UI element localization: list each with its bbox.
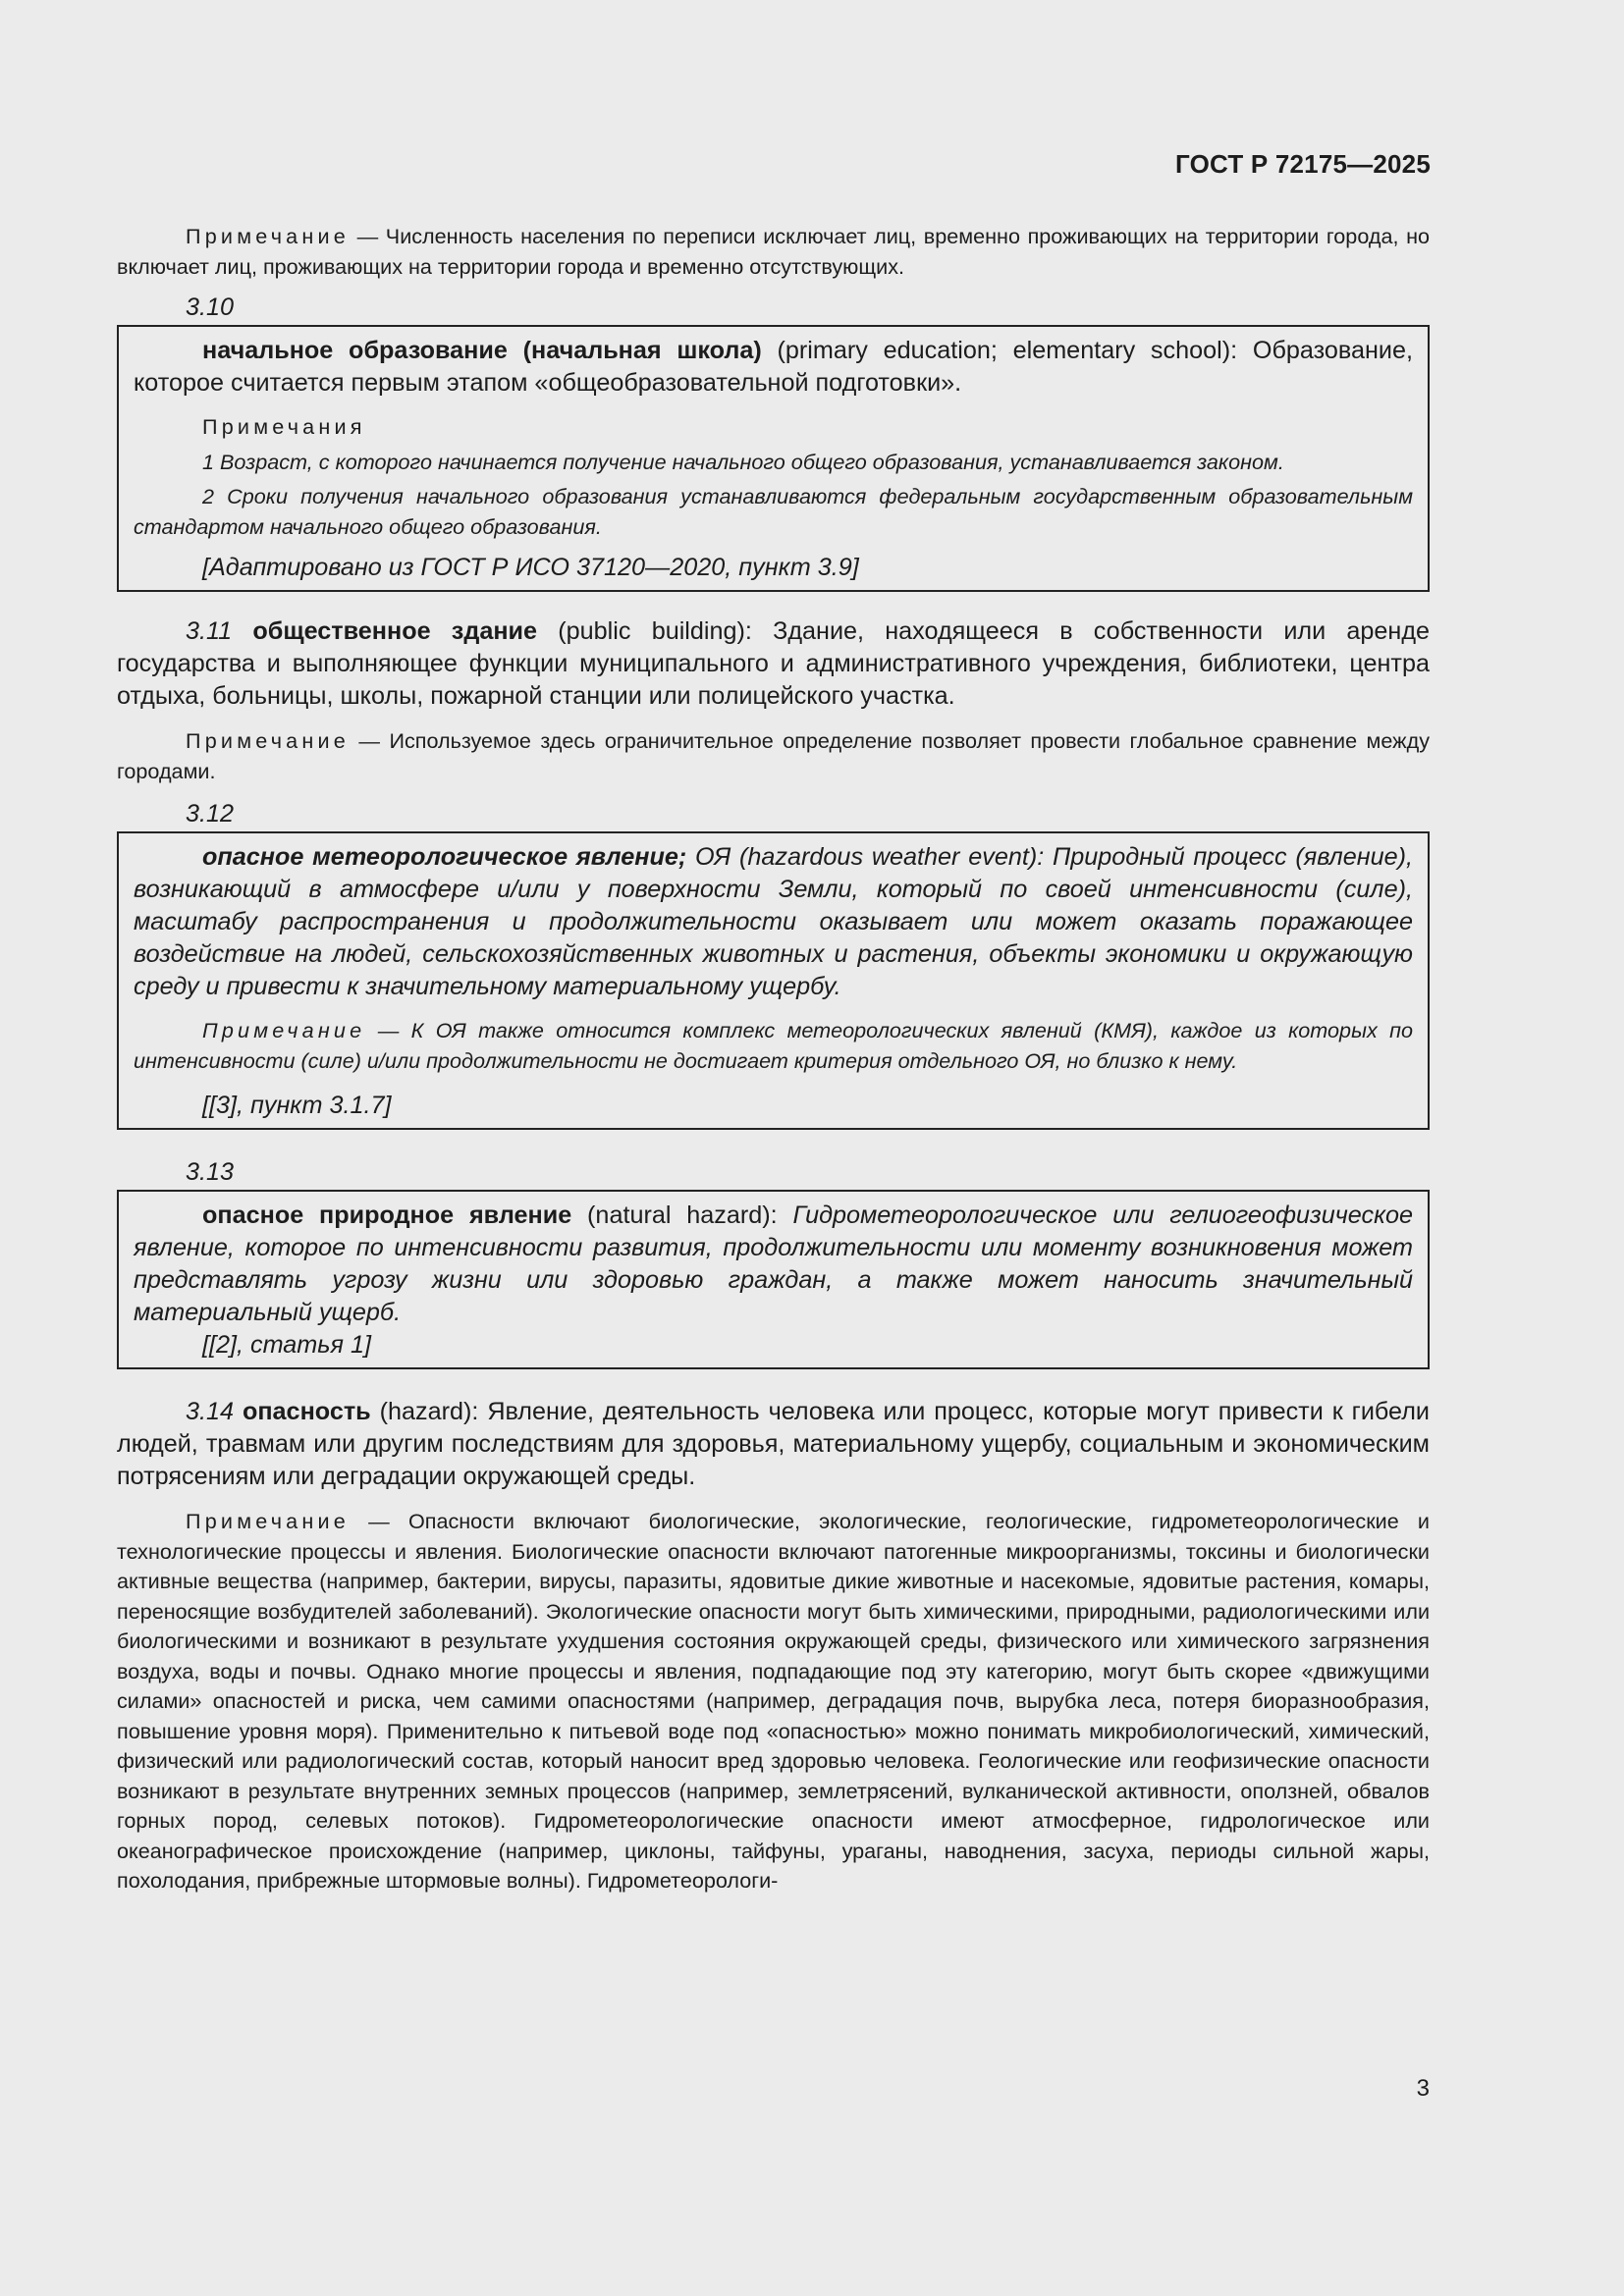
- note-hazardous-weather: Примечание — К ОЯ также относится комплекс метеорологических явлений (КМЯ), каждое из которых по интенсивности (силе) и/или продолжительности не достигает критерия отдельного ОЯ, но близко к нему.: [134, 1018, 1413, 1073]
- term-def: Гидрометеорологическое или гелиогеофизическое явление, которое по интенсивности развития, продолжительности или моменту возникновения может представлять угрозу жизни или здоровью граждан, а также может наносить значительный материальный ущерб.: [134, 1201, 1413, 1326]
- term-def: Образование, которое считается первым этапом «общеобразовательной подготовки».: [134, 337, 1413, 397]
- term-definition-3-12: [134, 841, 1413, 1003]
- term-english: (natural hazard):: [571, 1201, 793, 1229]
- term-number-3-10: 3.10: [186, 294, 235, 321]
- term-number: 3.11: [186, 617, 233, 645]
- term-english: (primary education; elementary school):: [761, 337, 1253, 364]
- page-content: [117, 222, 1430, 1896]
- term-definition-3-13: [134, 1200, 1413, 1329]
- note-item-2: 2 Сроки получения начального образования устанавливаются федеральным государственным образовательным стандартом начального общего образования.: [134, 484, 1413, 539]
- term-box-3-13: [117, 1190, 1430, 1369]
- term-definition-3-14: [117, 1396, 1430, 1493]
- term-name: общественное здание: [252, 617, 538, 645]
- notes-heading: Примечания: [202, 414, 366, 439]
- term-def: Явление, деятельность человека или процесс, которые могут привести к гибели людей, травмам или другим последствиям для здоровья, материальному ущербу, социальным и экономическим потрясениям или деградации окружающей среды.: [117, 1398, 1430, 1490]
- term-number: 3.14: [186, 1398, 235, 1425]
- term-source-3-13: [[2], статья 1]: [202, 1331, 371, 1359]
- note-public-building: Примечание — Используемое здесь ограничительное определение позволяет провести глобальное сравнение между городами.: [117, 728, 1430, 783]
- term-def: Здание, находящееся в собственности или аренде государства и выполняющее функции муниципального и административного учреждения, библиотеки, центра отдыха, больницы, школы, пожарной станции или полицейского участка.: [117, 617, 1431, 710]
- term-name: опасность: [242, 1398, 371, 1425]
- term-name: опасное метеорологическое явление;: [202, 843, 687, 871]
- document-header: ГОСТ Р 72175—2025: [1175, 149, 1431, 179]
- page-number: 3: [1416, 2075, 1430, 2102]
- term-source-3-12: [[3], пункт 3.1.7]: [202, 1092, 392, 1119]
- term-box-3-10: [117, 325, 1430, 592]
- term-english: (public building):: [537, 617, 774, 645]
- term-number-3-12: 3.12: [186, 800, 235, 828]
- term-definition-3-10: [134, 335, 1413, 400]
- term-name: опасное природное явление: [202, 1201, 572, 1229]
- term-def: ОЯ (hazardous weather event): Природный процесс (явление), возникающий в атмосфере и/или у поверхности Земли, который по своей интенсивности (силе), масштабу распространения и продолжительности оказывает или может оказать поражающее воздействие на людей, сельскохозяйственных животных и растения, объекты экономики и окружающую среду и привести к значительному материальному ущербу.: [134, 843, 1413, 1000]
- note-text: — Численность населения по переписи исключает лиц, временно проживающих на территории города, но включает лиц, проживающих на территории города и временно отсутствующих.: [117, 224, 1430, 279]
- term-name: начальное образование (начальная школа): [202, 337, 762, 364]
- term-number-3-13: 3.13: [186, 1158, 235, 1186]
- note-label: Примечание: [186, 224, 350, 248]
- term-box-3-12: [117, 831, 1430, 1130]
- term-english: (hazard):: [370, 1398, 488, 1425]
- note-population: [117, 222, 1430, 282]
- term-source-3-10: [Адаптировано из ГОСТ Р ИСО 37120—2020, пункт 3.9]: [202, 554, 859, 581]
- term-definition-3-11: [117, 615, 1430, 713]
- note-item-1: 1 Возраст, с которого начинается получение начального общего образования, устанавливается законом.: [202, 449, 1284, 474]
- note-hazard: Примечание — Опасности включают биологические, экологические, геологические, гидрометеорологические и технологические процессы и явления. Биологические опасности включают патогенные микроорганизмы, токсины и биологически активные вещества (например, бактерии, вирусы, паразиты, ядовитые дикие животные и насекомые, ядовитые растения, комары, переносящие возбудителей заболеваний). Экологические опасности могут быть химическими, природными, радиологическими или биологическими и возникают в результате ухудшения состояния окружающей среды, физического или химического загрязнения воздуха, воды и почвы. Однако многие процессы и явления, подпадающие под эту категорию, могут быть скорее «движущими силами» опасностей и риска, чем самими опасностями (например, деградация почв, вырубка леса, потеря биоразнообразия, повышение уровня моря). Применительно к питьевой воде под «опасностью» можно понимать микробиологический, химический, физический или радиологический состав, который наносит вред здоровью человека. Геологические или геофизические опасности возникают в результате внутренних земных процессов (например, землетрясений, вулканической активности, оползней, обвалов горных пород, селевых потоков). Гидрометеорологические опасности имеют атмосферное, гидрологическое или океанографическое происхождение (например, циклоны, тайфуны, ураганы, наводнения, засуха, периоды сильной жары, похолодания, прибрежные штормовые волны). Гидрометеорологи-: [117, 1509, 1430, 1893]
